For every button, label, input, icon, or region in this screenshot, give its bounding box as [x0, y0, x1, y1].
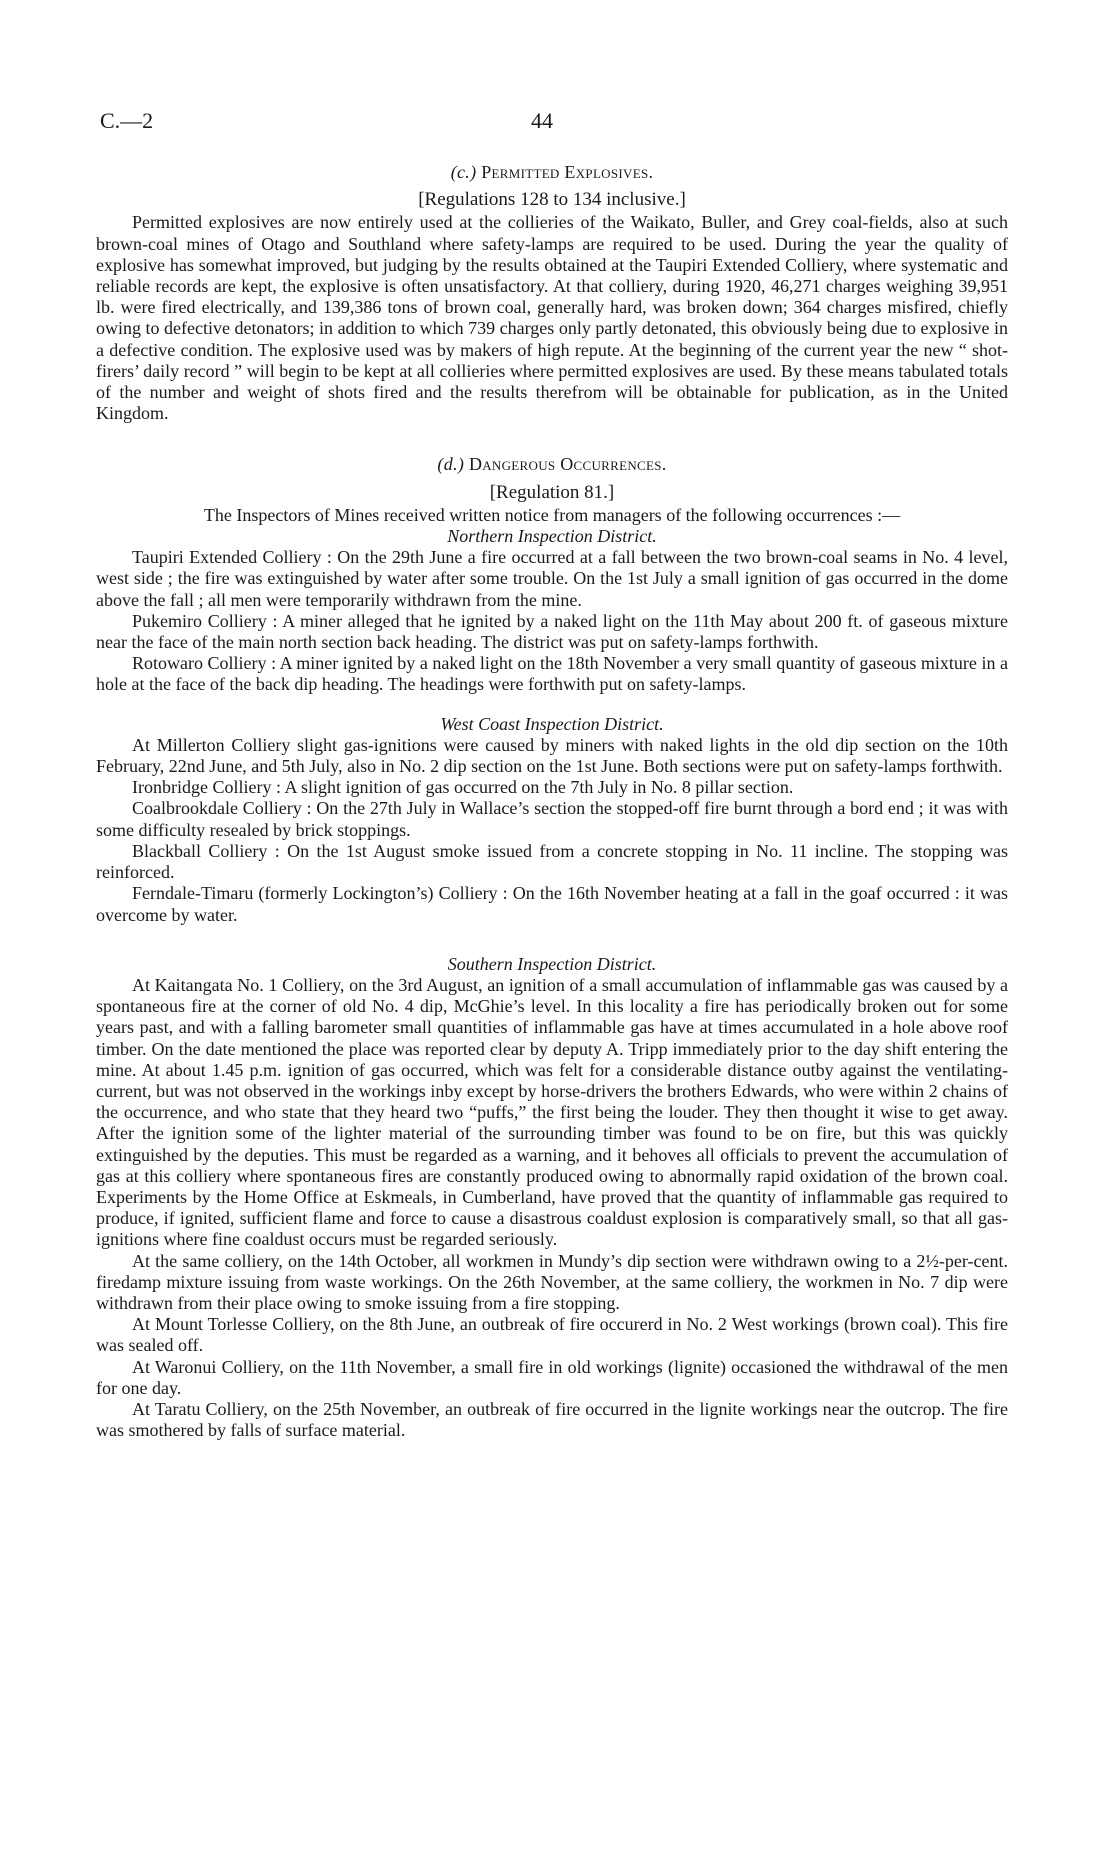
southern-district-title: Southern Inspection District.: [447, 953, 657, 974]
southern-paragraph: At the same colliery, on the 14th October, all workmen in Mundy’s dip section were withdrawn owing to a 2½-per-cent. firedamp mixture issuing from waste workings. On the 26th November, at the same colliery, the workmen in No. 7 dip were withdrawn from their place owing to smoke issuing from a fire stopping.: [96, 1250, 1008, 1313]
west-coast-district-title: West Coast Inspection District.: [440, 713, 664, 734]
northern-district-title: Northern Inspection District.: [447, 526, 657, 547]
southern-paragraph: At Mount Torlesse Colliery, on the 8th June, an outbreak of fire occurerd in No. 2 West workings (brown coal). This fire was sealed off.: [96, 1314, 1008, 1356]
section-c-paragraph: Permitted explosives are now entirely used at the collieries of the Waikato, Buller, and Grey coal-fields, also at such brown-coal mines of Otago and Southland where safety-lamps are required to be used. During the year the quality of explosive has somewhat improved, but judging by the results obtained at the Taupiri Extended Colliery, where systematic and reliable records are kept, the explosive is often unsatisfactory. At that colliery, during 1920, 46,271 charges weighing 39,951 lb. were fired electrically, and 139,386 tons of brown coal, generally hard, was broken down; 364 charges misfired, chiefly owing to defective detonators; in addition to which 739 charges only partly detonated, this obviously being due to explosive in a defective condition. The explosive used was by makers of high repute. At the beginning of the current year the new “ shot-firers’ daily record ” will begin to be kept at all collieries where permitted explosives are used. By these means tabulated totals of the number and weight of shots fired and the results therefrom will be obtainable for publication, as in the United Kingdom.: [96, 212, 1008, 424]
west-coast-paragraph: Ferndale-Timaru (formerly Lockington’s) Colliery : On the 16th November heating at a fall in the goaf occurred : it was overcome by water.: [96, 883, 1008, 925]
section-c-regulations: [Regulations 128 to 134 inclusive.]: [418, 189, 686, 211]
northern-paragraph: Rotowaro Colliery : A miner ignited by a naked light on the 18th November a very small quantity of gaseous mixture in a hole at the face of the back dip heading. The headings were forthwith put on safety-lamps.: [96, 653, 1008, 695]
west-coast-paragraph: At Millerton Colliery slight gas-ignitions were caused by miners with naked lights in the old dip section on the 10th February, 22nd June, and 5th July, also in No. 2 dip section on the 1st June. Both sections were put on safety-lamps forthwith.: [96, 734, 1008, 777]
northern-paragraph: Pukemiro Colliery : A miner alleged that he ignited by a naked light on the 11th May about 200 ft. of gaseous mixture near the face of the main north section back heading. The district was put on safety-lamps forthwith.: [96, 610, 1008, 653]
section-d-prefix: (d.): [437, 454, 465, 475]
section-d-regulations: [Regulation 81.]: [489, 481, 615, 503]
southern-paragraph: At Taratu Colliery, on the 25th November, an outbreak of fire occurred in the lignite workings near the outcrop. The fire was smothered by falls of surface material.: [96, 1398, 1008, 1441]
section-d-title: Dangerous Occurrences.: [468, 454, 667, 475]
northern-paragraph: Taupiri Extended Colliery : On the 29th June a fire occurred at a fall between the two brown-coal seams in No. 4 level, west side ; the fire was extinguished by water after some trouble. On the 1st July a small ignition of gas occurred in the dome above the fall ; all men were temporarily withdrawn from the mine.: [96, 547, 1008, 610]
section-c-title: Permitted Explosives.: [481, 162, 654, 182]
section-c-heading: [96, 162, 1008, 183]
southern-paragraph: At Waronui Colliery, on the 11th November, a small fire in old workings (lignite) occasioned the withdrawal of the men for one day.: [96, 1356, 1008, 1398]
section-d-heading: [96, 454, 1008, 475]
west-coast-paragraph: Ironbridge Colliery : A slight ignition of gas occurred on the 7th July in No. 8 pillar section.: [132, 777, 794, 798]
page-number: 44: [531, 108, 553, 133]
document-code: C.—2: [100, 108, 154, 133]
west-coast-paragraph: Coalbrookdale Colliery : On the 27th July in Wallace’s section the stopped-off fire burnt through a bord end ; it was with some difficulty resealed by brick stoppings.: [96, 798, 1008, 840]
section-d-intro: The Inspectors of Mines received written notice from managers of the following occurrences :—: [203, 504, 901, 525]
page-content: [96, 162, 1008, 1441]
section-c-prefix: (c.): [450, 162, 477, 182]
southern-paragraph: At Kaitangata No. 1 Colliery, on the 3rd August, an ignition of a small accumulation of inflammable gas was caused by a spontaneous fire at the corner of old No. 4 dip, McGhie’s level. In this locality a fire has periodically broken out for some years past, and with a falling barometer small quantities of inflammable gas have at times accumulated in a hole above roof timber. On the date mentioned the place was reported clear by deputy A. Tripp immediately prior to the day shift entering the mine. At about 1.45 p.m. ignition of gas occurred, which was felt for a considerable distance outby against the ventilating-current, but was not observed in the workings inby except by horse-drivers the brothers Edwards, who were within 2 chains of the occurrence, and who state that they heard two “puffs,” the first being the louder. They then thought it wise to get away. After the ignition some of the lighter material of the surrounding timber was found to be on fire, but this was quickly extinguished by the deputies. This must be regarded as a warning, and it behoves all officials to prevent the accumulation of gas at this colliery where spontaneous fires are constantly produced owing to abnormally rapid oxidation of the brown coal. Experiments by the Home Office at Eskmeals, in Cumberland, have proved that the quantity of inflammable gas required to produce, if ignited, sufficient flame and force to cause a disastrous coaldust explosion is comparatively small, so that all gas-ignitions where fine coaldust occurs must be regarded seriously.: [96, 974, 1008, 1250]
west-coast-paragraph: Blackball Colliery : On the 1st August smoke issued from a concrete stopping in No. 11 incline. The stopping was reinforced.: [96, 840, 1008, 883]
document-page: [96, 0, 1008, 1861]
